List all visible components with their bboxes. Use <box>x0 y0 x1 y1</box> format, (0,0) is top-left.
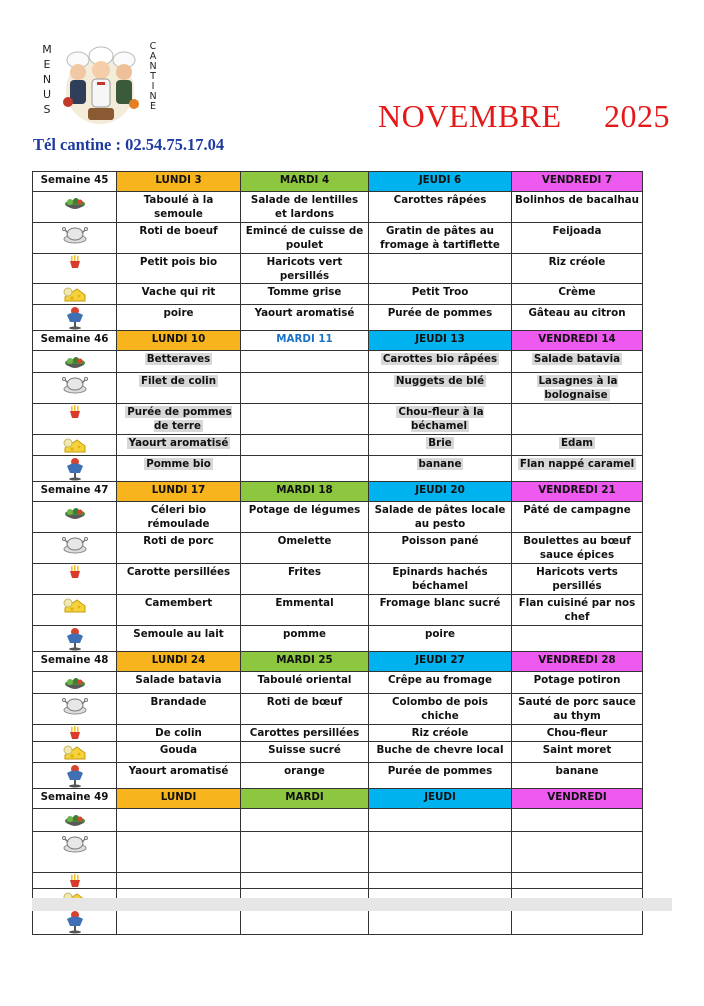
dish-cell <box>369 595 512 626</box>
salad-bowl-icon <box>36 193 113 213</box>
dish-name: poire <box>163 307 194 319</box>
day-header-lun: LUNDI 17 <box>117 482 241 502</box>
dish-name: Brandade <box>150 696 207 708</box>
dish-cell <box>241 284 369 305</box>
course-icon-cell <box>33 284 117 305</box>
dish-cell <box>512 832 643 873</box>
course-icon-cell <box>33 909 117 935</box>
dish-name: Vache qui rit <box>141 286 216 298</box>
course-icon-cell <box>33 763 117 789</box>
day-header-jeu: JEUDI 6 <box>369 172 512 192</box>
dish-name: Yaourt aromatisé <box>254 307 355 319</box>
dish-name: Petit Troo <box>411 286 469 298</box>
dish-cell <box>117 725 241 742</box>
dish-row <box>33 223 643 254</box>
dish-cell <box>512 809 643 832</box>
week-label: Semaine 48 <box>33 652 117 672</box>
dish-cell <box>117 909 241 935</box>
salad-bowl-icon <box>36 810 113 830</box>
dish-name: Lasagnes à la bolognaise <box>538 375 618 401</box>
dessert-cup-icon <box>36 457 113 481</box>
dish-name: Omelette <box>277 535 332 547</box>
dish-cell <box>117 832 241 873</box>
dish-cell <box>369 672 512 694</box>
salad-bowl-icon <box>36 503 113 523</box>
cheese-icon <box>36 743 113 761</box>
dish-row <box>33 742 643 763</box>
dish-cell <box>241 873 369 889</box>
day-header-mar: MARDI <box>241 789 369 809</box>
day-header-jeu: JEUDI 20 <box>369 482 512 502</box>
dish-cell <box>369 742 512 763</box>
course-icon-cell <box>33 192 117 223</box>
day-header-ven: VENDREDI 21 <box>512 482 643 502</box>
dish-cell <box>512 595 643 626</box>
dish-cell <box>117 373 241 404</box>
dish-name: De colin <box>155 727 202 739</box>
day-header-mar: MARDI 11 <box>241 331 369 351</box>
dish-name: Roti de porc <box>143 535 214 547</box>
dish-cell <box>369 284 512 305</box>
dish-cell <box>369 373 512 404</box>
dish-name: Feijoada <box>552 225 602 237</box>
dish-cell <box>241 909 369 935</box>
roast-chicken-icon <box>36 224 113 246</box>
course-icon-cell <box>33 742 117 763</box>
dish-name: Petit pois bio <box>139 256 218 268</box>
week-header-row <box>33 652 643 672</box>
weekly-menu-table <box>32 171 643 935</box>
dish-row <box>33 564 643 595</box>
day-header-lun: LUNDI 24 <box>117 652 241 672</box>
dish-cell <box>369 502 512 533</box>
dish-name: Carottes persillées <box>249 727 360 739</box>
dish-cell <box>117 435 241 456</box>
dish-cell <box>512 742 643 763</box>
dish-row <box>33 672 643 694</box>
dish-cell <box>241 725 369 742</box>
dish-name: Suisse sucré <box>268 744 341 756</box>
dish-cell <box>369 725 512 742</box>
week-header-row <box>33 482 643 502</box>
dish-name: Camembert <box>144 597 213 609</box>
dish-cell <box>241 694 369 725</box>
dish-cell <box>512 564 643 595</box>
course-icon-cell <box>33 254 117 284</box>
dish-name: Carottes bio râpées <box>382 353 498 365</box>
dish-cell <box>369 626 512 652</box>
dish-cell <box>369 254 512 284</box>
dish-cell <box>117 456 241 482</box>
dish-cell <box>512 873 643 889</box>
dish-name: Salade batavia <box>135 674 222 686</box>
dish-cell <box>512 192 643 223</box>
dish-row <box>33 192 643 223</box>
cheese-icon <box>36 285 113 303</box>
dish-name: poire <box>424 628 456 640</box>
dish-cell <box>117 742 241 763</box>
dish-name: Chou-fleur à la béchamel <box>398 406 484 432</box>
dish-name: Frites <box>287 566 322 578</box>
week-header-row <box>33 172 643 192</box>
dish-cell <box>117 873 241 889</box>
dish-row <box>33 435 643 456</box>
course-icon-cell <box>33 595 117 626</box>
dish-name: Colombo de pois chiche <box>391 696 489 722</box>
dish-row <box>33 284 643 305</box>
cheese-icon <box>36 596 113 614</box>
dish-name: Salade batavia <box>533 353 621 365</box>
dish-name: orange <box>284 765 325 777</box>
dish-name: Haricots verts persillés <box>536 566 618 592</box>
dish-cell <box>512 533 643 564</box>
dish-name: Boulettes au bœuf sauce épices <box>523 535 631 561</box>
dish-name: banane <box>418 458 462 470</box>
fries-icon <box>36 874 113 888</box>
dish-cell <box>512 456 643 482</box>
dish-cell <box>369 533 512 564</box>
dish-cell <box>512 373 643 404</box>
course-icon-cell <box>33 533 117 564</box>
dish-name: Riz créole <box>548 256 606 268</box>
dish-cell <box>512 351 643 373</box>
dish-row <box>33 694 643 725</box>
title-month: NOVEMBRE <box>378 98 562 134</box>
week-label: Semaine 47 <box>33 482 117 502</box>
dish-cell <box>117 672 241 694</box>
dish-row <box>33 909 643 935</box>
day-header-mar: MARDI 18 <box>241 482 369 502</box>
course-icon-cell <box>33 694 117 725</box>
day-header-lun: LUNDI <box>117 789 241 809</box>
phone-number: Tél cantine : 02.54.75.17.04 <box>33 135 225 154</box>
day-header-ven: VENDREDI <box>512 789 643 809</box>
dish-cell <box>369 873 512 889</box>
title-year: 2025 <box>604 98 670 134</box>
course-icon-cell <box>33 305 117 331</box>
dish-cell <box>117 763 241 789</box>
dish-cell <box>241 763 369 789</box>
dish-name: Céleri bio rémoulade <box>147 504 210 530</box>
fries-icon <box>36 565 113 579</box>
dish-cell <box>117 404 241 435</box>
dish-name: Gâteau au citron <box>528 307 626 319</box>
dish-row <box>33 502 643 533</box>
dish-cell <box>369 351 512 373</box>
dish-name: Bolinhos de bacalhau <box>515 194 639 206</box>
dish-row <box>33 373 643 404</box>
dish-row <box>33 351 643 373</box>
dish-name: Nuggets de blé <box>395 375 485 387</box>
dish-cell <box>241 626 369 652</box>
dish-cell <box>369 192 512 223</box>
course-icon-cell <box>33 404 117 435</box>
dessert-cup-icon <box>36 764 113 788</box>
dish-name: Semoule au lait <box>133 628 224 640</box>
dish-cell <box>117 223 241 254</box>
dish-cell <box>369 456 512 482</box>
fries-icon <box>36 255 113 269</box>
dish-name: Gratin de pâtes au fromage à tartiflette <box>380 225 500 251</box>
dish-name: Gouda <box>159 744 198 756</box>
dish-cell <box>117 809 241 832</box>
course-icon-cell <box>33 351 117 373</box>
chefs-illustration <box>54 38 146 130</box>
course-icon-cell <box>33 223 117 254</box>
dish-name: Roti de boeuf <box>139 225 218 237</box>
dish-row <box>33 533 643 564</box>
course-icon-cell <box>33 626 117 652</box>
dish-cell <box>117 502 241 533</box>
dish-name: Haricots vert persillés <box>266 256 343 282</box>
dish-name: Filet de colin <box>140 375 217 387</box>
dish-cell <box>241 254 369 284</box>
dish-cell <box>369 564 512 595</box>
dish-cell <box>241 192 369 223</box>
dish-row <box>33 456 643 482</box>
dish-name: Yaourt aromatisé <box>128 765 229 777</box>
roast-chicken-icon <box>36 833 113 855</box>
dish-cell <box>369 694 512 725</box>
dish-cell <box>512 909 643 935</box>
course-icon-cell <box>33 832 117 873</box>
dish-cell <box>512 305 643 331</box>
dish-name: Potage de légumes <box>248 504 361 516</box>
dish-cell <box>369 223 512 254</box>
dish-name: Taboulé oriental <box>257 674 352 686</box>
dish-name: Flan cuisiné par nos chef <box>518 597 636 623</box>
dish-cell <box>512 672 643 694</box>
week-label: Semaine 49 <box>33 789 117 809</box>
roast-chicken-icon <box>36 374 113 396</box>
dish-cell <box>512 626 643 652</box>
menus-cantine-logo <box>38 38 166 130</box>
dish-cell <box>117 564 241 595</box>
dish-name: Salade de pâtes locale au pesto <box>374 504 506 530</box>
dish-name: Pâté de campagne <box>523 504 631 516</box>
dish-cell <box>117 595 241 626</box>
dish-name: Taboulé à la semoule <box>143 194 214 220</box>
dish-name: Poisson pané <box>401 535 479 547</box>
dish-row <box>33 305 643 331</box>
dish-row <box>33 873 643 889</box>
day-header-ven: VENDREDI 14 <box>512 331 643 351</box>
dish-cell <box>241 564 369 595</box>
footer-bar <box>32 898 672 911</box>
day-header-lun: LUNDI 10 <box>117 331 241 351</box>
dish-name: Emincé de cuisse de poulet <box>245 225 364 251</box>
day-header-jeu: JEUDI <box>369 789 512 809</box>
dish-cell <box>369 305 512 331</box>
dish-cell <box>512 284 643 305</box>
course-icon-cell <box>33 873 117 889</box>
dish-name: Epinards hachés béchamel <box>392 566 488 592</box>
dish-cell <box>369 809 512 832</box>
dish-row <box>33 595 643 626</box>
course-icon-cell <box>33 809 117 832</box>
dish-row <box>33 404 643 435</box>
dish-row <box>33 809 643 832</box>
dish-name: Purée de pommes <box>387 765 493 777</box>
dish-cell <box>512 694 643 725</box>
dish-name: Crème <box>558 286 596 298</box>
dish-name: Chou-fleur <box>546 727 608 739</box>
salad-bowl-icon <box>36 673 113 693</box>
dish-name: Brie <box>428 437 452 449</box>
page-title <box>378 98 670 135</box>
course-icon-cell <box>33 435 117 456</box>
dish-name: Carotte persillées <box>126 566 231 578</box>
dish-cell <box>241 373 369 404</box>
logo-cantine-letters: C A N T I N E <box>149 41 157 112</box>
dish-cell <box>241 672 369 694</box>
dish-cell <box>241 533 369 564</box>
dish-cell <box>241 351 369 373</box>
week-header-row <box>33 331 643 351</box>
dish-name: Emmental <box>275 597 334 609</box>
dish-name: Carottes râpées <box>393 194 487 206</box>
day-header-lun: LUNDI 3 <box>117 172 241 192</box>
cheese-icon <box>36 436 113 454</box>
dish-name: Betteraves <box>146 353 211 365</box>
dish-cell <box>241 456 369 482</box>
dish-name: Tomme grise <box>267 286 342 298</box>
dish-cell <box>369 435 512 456</box>
day-header-ven: VENDREDI 7 <box>512 172 643 192</box>
dish-cell <box>117 626 241 652</box>
dish-cell <box>512 435 643 456</box>
dish-cell <box>512 223 643 254</box>
dish-cell <box>117 192 241 223</box>
dish-cell <box>117 254 241 284</box>
dish-cell <box>241 435 369 456</box>
day-header-jeu: JEUDI 13 <box>369 331 512 351</box>
roast-chicken-icon <box>36 695 113 717</box>
dish-row <box>33 763 643 789</box>
dish-cell <box>512 254 643 284</box>
dish-name: Sauté de porc sauce au thym <box>518 696 636 722</box>
salad-bowl-icon <box>36 352 113 372</box>
dish-name: Potage potiron <box>533 674 621 686</box>
day-header-ven: VENDREDI 28 <box>512 652 643 672</box>
dish-cell <box>241 502 369 533</box>
dish-cell <box>512 502 643 533</box>
dish-cell <box>117 305 241 331</box>
course-icon-cell <box>33 564 117 595</box>
dish-name: Purée de pommes de terre <box>127 406 232 432</box>
dish-name: Saint moret <box>542 744 612 756</box>
logo-menus-letters: M E N U S <box>42 43 52 116</box>
week-label: Semaine 46 <box>33 331 117 351</box>
dish-cell <box>241 809 369 832</box>
course-icon-cell <box>33 502 117 533</box>
dessert-cup-icon <box>36 910 113 934</box>
dish-cell <box>117 284 241 305</box>
dessert-cup-icon <box>36 627 113 651</box>
dish-cell <box>117 351 241 373</box>
dish-cell <box>369 404 512 435</box>
dish-name: Salade de lentilles et lardons <box>250 194 359 220</box>
day-header-mar: MARDI 25 <box>241 652 369 672</box>
dish-cell <box>369 909 512 935</box>
dish-name: Yaourt aromatisé <box>128 437 229 449</box>
dish-cell <box>241 305 369 331</box>
dish-cell <box>241 832 369 873</box>
dish-name: Edam <box>560 437 594 449</box>
dish-name: Crêpe au fromage <box>387 674 493 686</box>
dish-cell <box>241 404 369 435</box>
dish-name: banane <box>555 765 599 777</box>
day-header-mar: MARDI 4 <box>241 172 369 192</box>
dish-name: Buche de chevre local <box>376 744 504 756</box>
dish-name: pomme <box>283 628 326 640</box>
dish-row <box>33 254 643 284</box>
course-icon-cell <box>33 373 117 404</box>
course-icon-cell <box>33 456 117 482</box>
dish-cell <box>369 832 512 873</box>
fries-icon <box>36 726 113 740</box>
dish-cell <box>512 763 643 789</box>
dish-cell <box>512 725 643 742</box>
dish-row <box>33 725 643 742</box>
dish-cell <box>117 533 241 564</box>
course-icon-cell <box>33 672 117 694</box>
course-icon-cell <box>33 725 117 742</box>
week-label: Semaine 45 <box>33 172 117 192</box>
week-header-row <box>33 789 643 809</box>
dish-row <box>33 832 643 873</box>
dish-name: Flan nappé caramel <box>519 458 635 470</box>
dish-cell <box>241 742 369 763</box>
dish-cell <box>369 763 512 789</box>
dish-name: Riz créole <box>411 727 469 739</box>
day-header-jeu: JEUDI 27 <box>369 652 512 672</box>
dish-cell <box>241 595 369 626</box>
dish-cell <box>512 404 643 435</box>
dish-row <box>33 626 643 652</box>
dish-name: Pomme bio <box>146 458 211 470</box>
roast-chicken-icon <box>36 534 113 556</box>
dish-cell <box>241 223 369 254</box>
dish-name: Roti de bœuf <box>266 696 343 708</box>
fries-icon <box>36 405 113 419</box>
dish-cell <box>117 694 241 725</box>
dish-name: Purée de pommes <box>387 307 493 319</box>
dish-name: Fromage blanc sucré <box>379 597 501 609</box>
dessert-cup-icon <box>36 306 113 330</box>
